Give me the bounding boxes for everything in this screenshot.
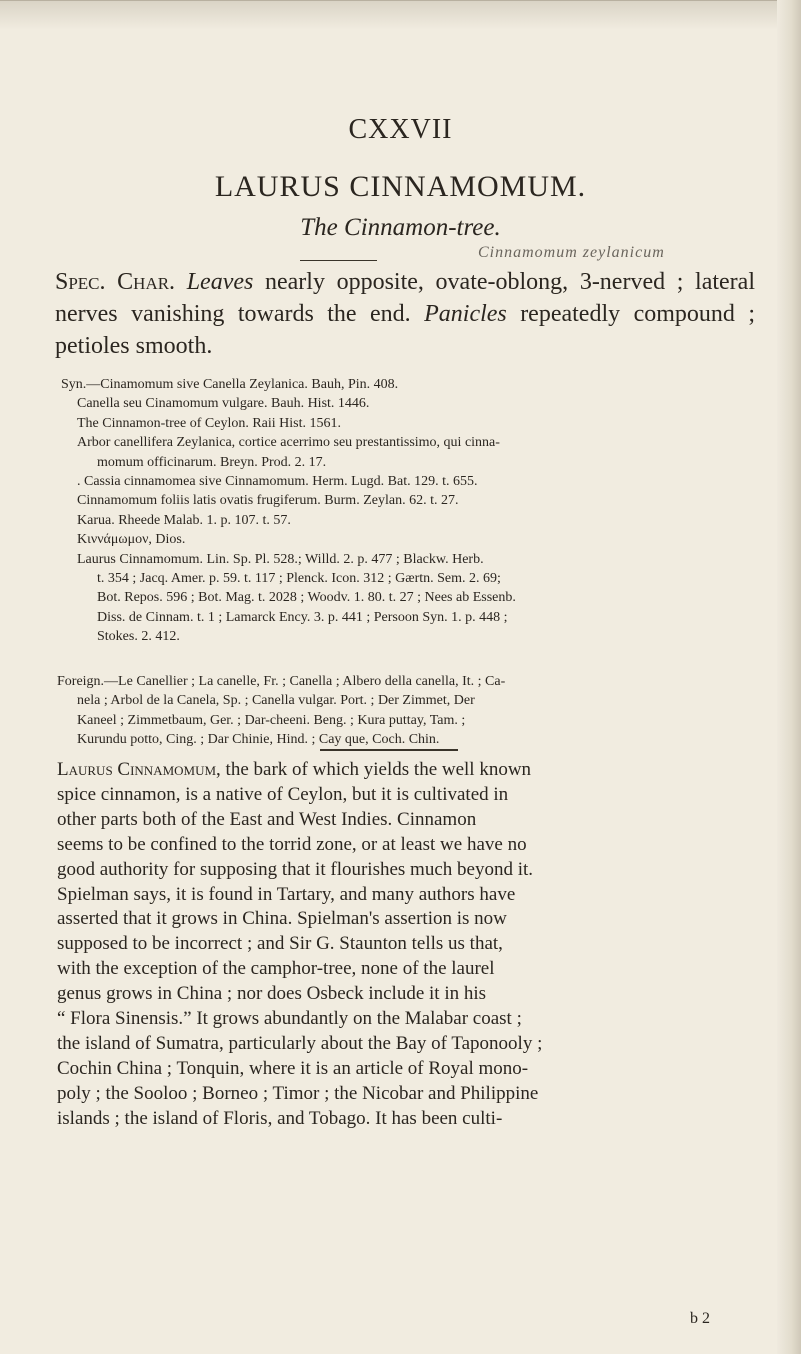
synonym-line: The Cinnamon-tree of Ceylon. Raii Hist. 1561. <box>77 415 342 431</box>
body-lead: Laurus Cinnamomum, <box>57 759 221 780</box>
synonym-line: . Cassia cinnamomea sive Cinnamomum. Herm. Lugd. Bat. 129. t. 655. <box>77 474 478 490</box>
synonym-line: Stokes. 2. 412. <box>97 629 180 645</box>
foreign-line: Kaneel ; Zimmetbaum, Ger. ; Dar-cheeni. Beng. ; Kura puttay, Tam. ; <box>77 712 466 728</box>
body-line: Cochin China ; Tonquin, where it is an article of Royal mono- <box>57 1057 529 1079</box>
body-line: poly ; the Sooloo ; Borneo ; Timor ; the Nicobar and Philippine <box>57 1082 539 1104</box>
subtitle-rule <box>300 260 377 261</box>
body-line-text: the bark of which yields the well known <box>220 759 532 780</box>
spec-text-1: nearly opposite, ovate-oblong, 3-nerved ; lateral nerves vanishing towards the end. <box>55 269 755 327</box>
handwritten-note: Cinnamomum zeylanicum <box>478 244 665 261</box>
page-title: LAURUS CINNAMOMUM. <box>214 170 587 203</box>
body-line: asserted that it grows in China. Spielman's assertion is now <box>57 908 507 930</box>
synonym-line: Canella seu Cinamomum vulgare. Bauh. Hist. 1446. <box>77 396 370 412</box>
synonym-line: Κιννάμωμον, Dios. <box>77 532 186 548</box>
foreign-line: nela ; Arbol de la Canela, Sp. ; Canella vulgar. Port. ; Der Zimmet, Der <box>77 693 475 709</box>
body-line <box>57 758 757 783</box>
body-line: Spielman says, it is found in Tartary, and many authors have <box>57 883 516 905</box>
body-line: supposed to be incorrect ; and Sir G. Staunton tells us that, <box>57 933 503 955</box>
synonym-line: Arbor canellifera Zeylanica, cortice acerrimo seu prestantissimo, qui cinna- <box>77 435 500 451</box>
signature-mark: b 2 <box>690 1310 710 1327</box>
synonym-line: Diss. de Cinnam. t. 1 ; Lamarck Ency. 3. p. 441 ; Persoon Syn. 1. p. 448 ; <box>97 609 508 625</box>
body-line: with the exception of the camphor-tree, none of the laurel <box>57 958 495 980</box>
foreign-names-block <box>57 672 757 750</box>
synonym-line: Karua. Rheede Malab. 1. p. 107. t. 57. <box>77 512 291 528</box>
page-number: CXXVII <box>348 114 453 145</box>
synonym-line: Bot. Repos. 596 ; Bot. Mag. t. 2028 ; Woodv. 1. 80. t. 27 ; Nees ab Essenb. <box>97 590 516 606</box>
synonym-line: Syn.—Cinamomum sive Canella Zeylanica. Bauh, Pin. 408. <box>61 377 399 392</box>
body-line: “ Flora Sinensis.” It grows abundantly on the Malabar coast ; <box>57 1008 522 1030</box>
synonym-line: Cinnamomum foliis latis ovatis frugiferum. Burm. Zeylan. 62. t. 27. <box>77 493 459 509</box>
synonym-line: momum officinarum. Breyn. Prod. 2. 17. <box>97 454 327 470</box>
spec-panicles: Panicles <box>424 301 507 327</box>
body-line: other parts both of the East and West Indies. Cinnamon <box>57 808 477 830</box>
body-line: genus grows in China ; nor does Osbeck include it in his <box>57 983 487 1005</box>
foreign-line: Kurundu potto, Cing. ; Dar Chinie, Hind. ; Cay que, Coch. Chin. <box>77 732 440 748</box>
body-line: spice cinnamon, is a native of Ceylon, but it is cultivated in <box>57 783 509 805</box>
body-line: seems to be confined to the torrid zone, or at least we have no <box>57 833 527 855</box>
spec-label: Spec. Char. <box>55 269 176 295</box>
synonym-line: t. 354 ; Jacq. Amer. p. 59. t. 117 ; Plenck. Icon. 312 ; Gærtn. Sem. 2. 69; <box>97 571 501 587</box>
synonyms-block <box>57 375 757 647</box>
body-line: the island of Sumatra, particularly about the Bay of Taponooly ; <box>57 1032 543 1054</box>
specific-character <box>55 266 755 362</box>
spec-text-2: repeatedly compound ; petioles smooth. <box>55 301 755 359</box>
section-rule <box>320 749 458 751</box>
spec-leaves: Leaves <box>186 269 254 295</box>
foreign-line: Foreign.—Le Canellier ; La canelle, Fr. ; Canella ; Albero della canella, It. ; Ca- <box>57 674 506 689</box>
body-line: good authority for supposing that it flourishes much beyond it. <box>57 858 534 880</box>
synonym-line: Laurus Cinnamomum. Lin. Sp. Pl. 528.; Willd. 2. p. 477 ; Blackw. Herb. <box>77 551 484 567</box>
body-paragraph <box>57 758 757 1132</box>
body-line: islands ; the island of Floris, and Tobago. It has been culti- <box>57 1107 503 1129</box>
page-subtitle: The Cinnamon-tree. <box>300 214 501 241</box>
